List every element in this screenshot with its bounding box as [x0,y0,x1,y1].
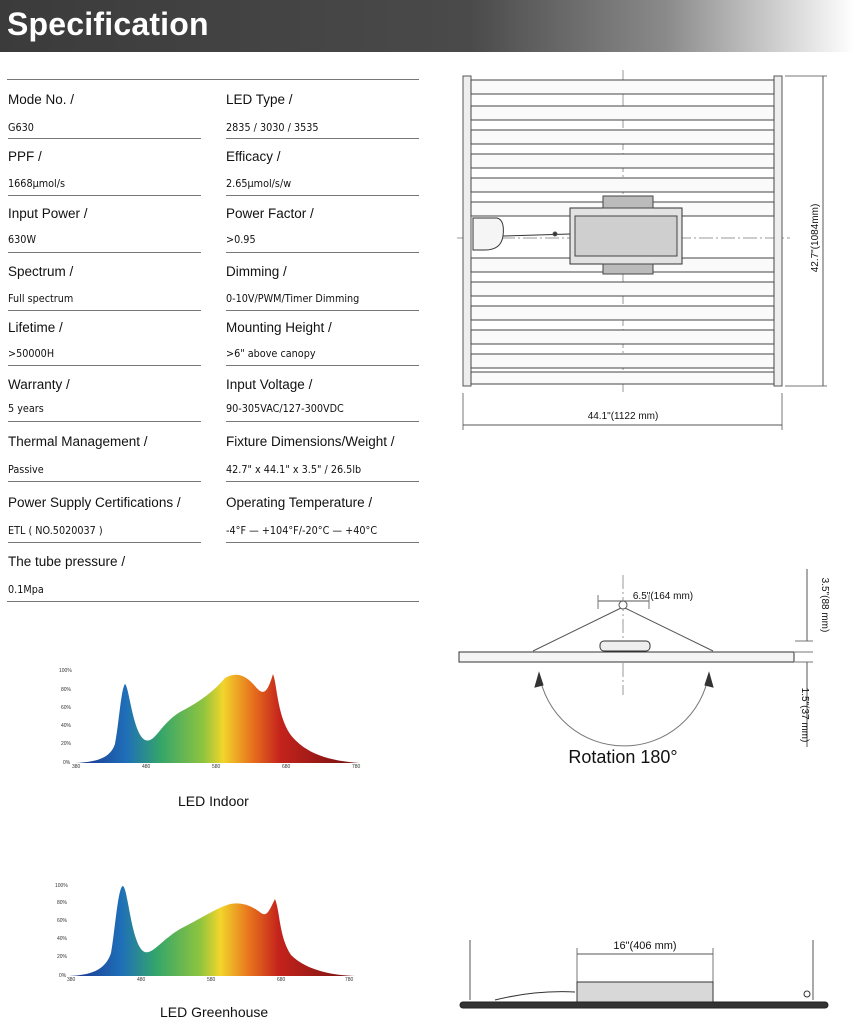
y-tick: 0% [63,760,71,766]
fixture-side-view-drawing [455,565,835,775]
spectrum-chart-indoor [55,664,365,774]
spec-table-top-divider [7,79,419,80]
y-tick: 40% [57,936,68,942]
spec-label: Spectrum / [8,264,74,279]
x-tick: 380 [72,764,81,770]
spec-value: 630W [8,234,37,246]
spec-label: The tube pressure / [8,554,126,569]
spec-divider [226,138,419,139]
spectrum-area [75,674,360,763]
spec-label: Mode No. / [8,92,75,107]
spec-label: Warranty / [8,377,70,392]
spec-divider [226,421,419,422]
spec-divider [8,252,201,253]
spec-value: 42.7" x 44.1" x 3.5" / 26.5lb [226,464,362,476]
profile-height-label: 3.5"(88 mm) [819,577,830,633]
spec-value: G630 [8,122,34,134]
hanger-dimension-label: 6.5"(164 mm) [632,591,694,602]
driver-side-view-drawing [455,930,835,1020]
spec-table-bottom-divider [7,601,419,602]
spec-value: 2835 / 3030 / 3535 [226,122,319,134]
spec-label: Power Factor / [226,206,314,221]
spec-value: 90-305VAC/127-300VDC [226,403,344,415]
spec-label: Efficacy / [226,149,281,164]
y-tick: 20% [57,954,68,960]
spec-value: 0-10V/PWM/Timer Dimming [226,293,360,305]
spectrum-caption-indoor: LED Indoor [178,793,249,809]
spec-divider [226,195,419,196]
spec-divider [8,481,201,482]
spec-divider [226,481,419,482]
spec-value: >50000H [8,348,55,360]
spec-label: PPF / [8,149,42,164]
y-tick: 40% [61,723,72,729]
spec-divider [226,365,419,366]
x-tick: 680 [277,977,286,983]
x-tick: 780 [352,764,361,770]
y-tick: 60% [61,705,72,711]
spec-value: >0.95 [226,234,256,246]
x-tick: 680 [282,764,291,770]
spec-divider [226,310,419,311]
driver-dimension-label: 16"(406 mm) [613,940,677,952]
spec-divider [8,138,201,139]
bar-height-label: 1.5"(37 mm) [799,687,810,743]
x-tick: 380 [67,977,76,983]
y-tick: 80% [61,687,72,693]
spec-divider [8,310,201,311]
spec-value: Passive [8,464,44,476]
height-dimension-label: 42.7"(1084mm) [810,203,821,273]
spec-divider [8,421,201,422]
spec-value: Full spectrum [8,293,74,305]
spec-divider [8,542,201,543]
spec-value: 0.1Mpa [8,584,44,596]
y-tick: 80% [57,900,68,906]
spec-label: Input Power / [8,206,88,221]
y-tick: 0% [59,973,67,979]
spec-value: 2.65μmol/s/w [226,178,292,190]
spec-value: 5 years [8,403,44,415]
x-tick: 580 [207,977,216,983]
spec-divider [226,252,419,253]
header-banner [0,0,854,52]
spec-label: Operating Temperature / [226,495,373,510]
spec-label: Input Voltage / [226,377,313,392]
spec-label: LED Type / [226,92,293,107]
y-tick: 100% [59,668,72,674]
spec-divider [8,365,201,366]
spec-divider [226,542,419,543]
spec-value: 1668μmol/s [8,178,66,190]
spec-value: -4°F — +104°F/-20°C — +40°C [226,525,378,537]
x-tick: 480 [137,977,146,983]
x-tick: 480 [142,764,151,770]
page-title: Specification [7,6,209,42]
y-tick: 60% [57,918,68,924]
spec-label: Lifetime / [8,320,63,335]
spec-label: Power Supply Certifications / [8,495,181,510]
spec-label: Thermal Management / [8,434,148,449]
width-dimension-label: 44.1"(1122 mm) [587,411,659,422]
y-tick: 20% [61,741,72,747]
spec-label: Dimming / [226,264,287,279]
spectrum-area [69,886,360,976]
x-tick: 780 [345,977,354,983]
spec-label: Mounting Height / [226,320,332,335]
x-tick: 580 [212,764,221,770]
spec-label: Fixture Dimensions/Weight / [226,434,395,449]
spectrum-chart-greenhouse [55,881,365,991]
fixture-top-view-drawing [455,68,835,433]
y-tick: 100% [55,883,68,889]
spectrum-caption-greenhouse: LED Greenhouse [160,1004,269,1020]
spec-divider [8,195,201,196]
spec-value: >6" above canopy [226,348,316,360]
spec-value: ETL ( NO.5020037 ) [8,525,103,537]
rotation-label: Rotation 180° [568,747,678,767]
